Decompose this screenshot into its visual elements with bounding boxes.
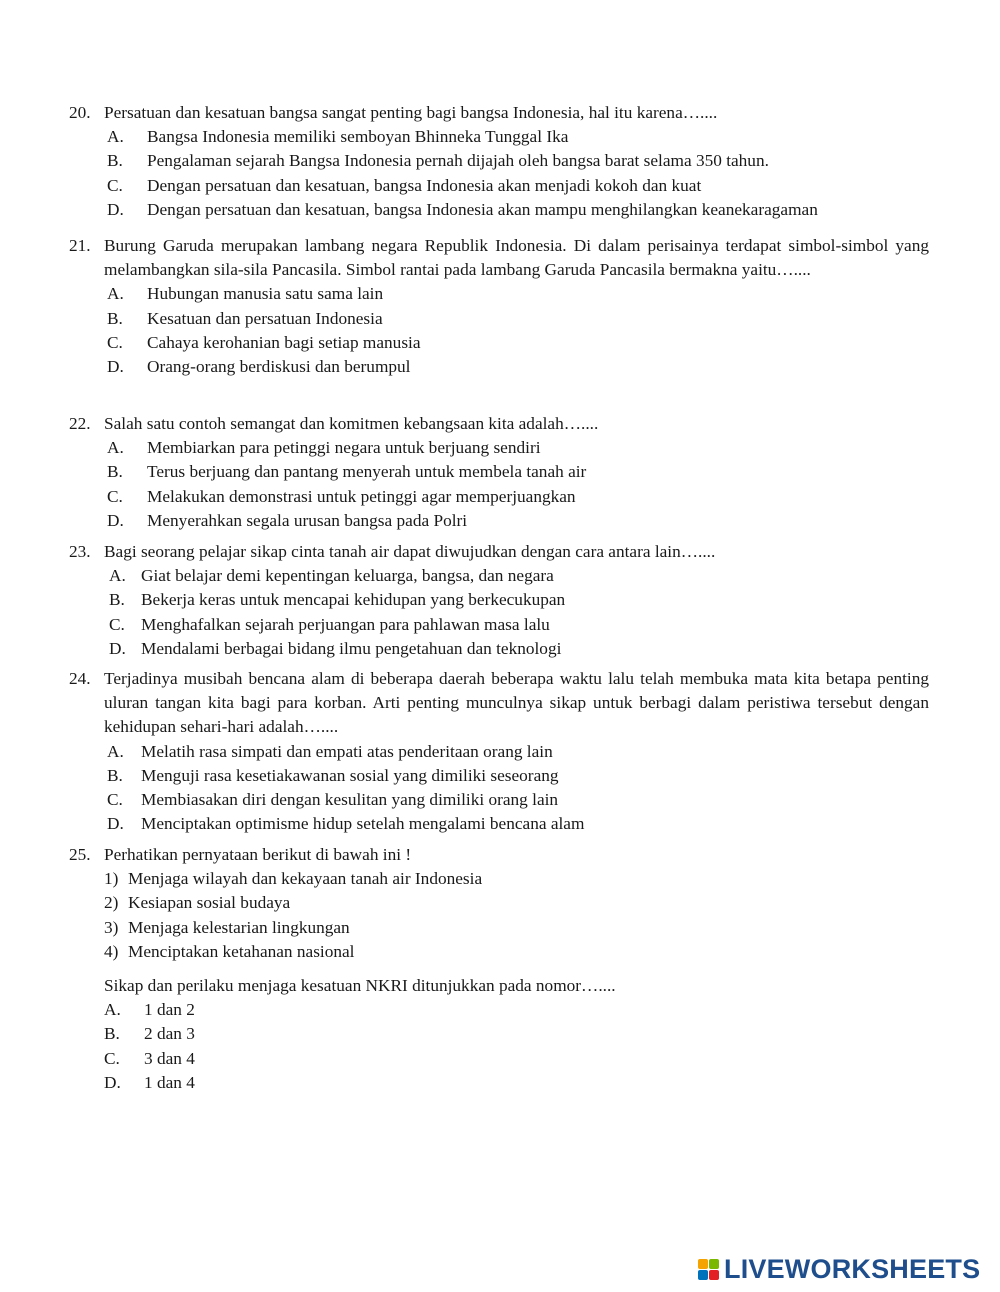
option-letter: A. xyxy=(107,741,124,761)
option-d[interactable] xyxy=(69,637,929,661)
option-a[interactable] xyxy=(69,282,929,306)
option-text: Dengan persatuan dan kesatuan, bangsa Indonesia akan menjadi kokoh dan kuat xyxy=(147,175,702,195)
statement-text: Menjaga kelestarian lingkungan xyxy=(128,917,350,937)
question-number: 22. xyxy=(69,414,91,433)
statement-3 xyxy=(69,916,929,940)
statement-text: Kesiapan sosial budaya xyxy=(128,893,291,913)
option-letter: D. xyxy=(107,814,124,834)
option-letter: A. xyxy=(107,284,124,304)
option-c[interactable] xyxy=(69,485,929,509)
option-letter: C. xyxy=(109,614,125,634)
option-text: Hubungan manusia satu sama lain xyxy=(147,284,384,304)
question-24 xyxy=(69,667,929,836)
option-letter: B. xyxy=(107,308,123,328)
option-letter: A. xyxy=(109,566,126,586)
question-number: 21. xyxy=(69,236,91,255)
question-number: 23. xyxy=(69,542,91,561)
option-letter: C. xyxy=(107,486,123,506)
option-text: Melatih rasa simpati dan empati atas penderitaan orang lain xyxy=(141,741,553,761)
option-text: 1 dan 2 xyxy=(144,1000,195,1020)
option-text: Membiarkan para petinggi negara untuk berjuang sendiri xyxy=(147,438,541,458)
question-number: 20. xyxy=(69,103,91,122)
option-a[interactable] xyxy=(69,564,929,588)
option-letter: C. xyxy=(107,175,123,195)
statement-number: 4) xyxy=(104,941,119,961)
question-text: Salah satu contoh semangat dan komitmen kebangsaan kita adalah….... xyxy=(104,414,599,433)
option-letter: D. xyxy=(107,357,124,377)
logo-square-2 xyxy=(709,1259,719,1269)
option-letter: A. xyxy=(107,127,124,147)
question-text: Burung Garuda merupakan lambang negara Republik Indonesia. Di dalam perisainya terdapat simbol-simbol yang melambangkan sila-sila Pancasila. Simbol rantai pada lambang Garuda Pancasila bermakna yaitu….... xyxy=(104,236,929,280)
option-a[interactable] xyxy=(69,125,929,149)
question-number: 24. xyxy=(69,669,91,688)
question-20 xyxy=(69,101,929,222)
option-b[interactable] xyxy=(69,588,929,612)
option-text: 2 dan 3 xyxy=(144,1024,195,1044)
option-text: Giat belajar demi kepentingan keluarga, bangsa, dan negara xyxy=(141,566,554,586)
option-letter: B. xyxy=(104,1024,120,1044)
option-d[interactable] xyxy=(69,509,929,533)
option-text: Melakukan demonstrasi untuk petinggi agar memperjuangkan xyxy=(147,486,576,506)
option-letter: A. xyxy=(104,1000,121,1020)
option-text: 3 dan 4 xyxy=(144,1048,195,1068)
option-letter: C. xyxy=(104,1048,120,1068)
option-a[interactable] xyxy=(69,740,929,764)
option-text: Menyerahkan segala urusan bangsa pada Polri xyxy=(147,510,468,530)
statement-2 xyxy=(69,891,929,915)
option-c[interactable] xyxy=(69,174,929,198)
option-letter: C. xyxy=(107,332,123,352)
option-text: Bekerja keras untuk mencapai kehidupan yang berkecukupan xyxy=(141,590,566,610)
option-letter: D. xyxy=(107,510,124,530)
statement-1 xyxy=(69,867,929,891)
option-c[interactable] xyxy=(69,1047,929,1071)
option-text: Pengalaman sejarah Bangsa Indonesia pernah dijajah oleh bangsa barat selama 350 tahun. xyxy=(147,151,769,171)
liveworksheets-logo-icon xyxy=(698,1259,720,1281)
statement-number: 1) xyxy=(104,869,119,889)
question-text: Persatuan dan kesatuan bangsa sangat penting bagi bangsa Indonesia, hal itu karena….... xyxy=(104,103,718,122)
option-text: Menguji rasa kesetiakawanan sosial yang dimiliki seseorang xyxy=(141,765,559,785)
statement-4 xyxy=(69,940,929,964)
option-text: Menghafalkan sejarah perjuangan para pahlawan masa lalu xyxy=(141,614,550,634)
option-b[interactable] xyxy=(69,460,929,484)
question-text: Bagi seorang pelajar sikap cinta tanah air dapat diwujudkan dengan cara antara lain….... xyxy=(104,542,716,561)
question-25 xyxy=(69,843,929,1095)
logo-text: LIVEWORKSHEETS xyxy=(724,1254,981,1284)
option-text: Membiasakan diri dengan kesulitan yang dimiliki orang lain xyxy=(141,790,559,810)
logo-square-4 xyxy=(709,1270,719,1280)
statement-number: 3) xyxy=(104,917,119,937)
option-letter: B. xyxy=(109,590,125,610)
option-b[interactable] xyxy=(69,149,929,173)
liveworksheets-logo[interactable] xyxy=(698,1254,980,1285)
option-b[interactable] xyxy=(69,1022,929,1046)
question-prompt: Sikap dan perilaku menjaga kesatuan NKRI ditunjukkan pada nomor….... xyxy=(104,976,616,996)
question-21 xyxy=(69,234,929,379)
option-text: Terus berjuang dan pantang menyerah untuk membela tanah air xyxy=(147,462,587,482)
option-text: 1 dan 4 xyxy=(144,1072,195,1092)
logo-square-3 xyxy=(698,1270,708,1280)
option-c[interactable] xyxy=(69,788,929,812)
option-letter: D. xyxy=(109,638,126,658)
option-letter: C. xyxy=(107,790,123,810)
option-a[interactable] xyxy=(69,998,929,1022)
option-text: Orang-orang berdiskusi dan berumpul xyxy=(147,357,411,377)
option-text: Kesatuan dan persatuan Indonesia xyxy=(147,308,383,328)
option-text: Dengan persatuan dan kesatuan, bangsa Indonesia akan mampu menghilangkan keanekaragaman xyxy=(147,199,818,219)
option-letter: B. xyxy=(107,151,123,171)
option-text: Cahaya kerohanian bagi setiap manusia xyxy=(147,332,421,352)
option-b[interactable] xyxy=(69,307,929,331)
option-text: Bangsa Indonesia memiliki semboyan Bhinneka Tunggal Ika xyxy=(147,127,569,147)
statement-number: 2) xyxy=(104,893,119,913)
option-text: Mendalami berbagai bidang ilmu pengetahuan dan teknologi xyxy=(141,638,562,658)
option-letter: B. xyxy=(107,765,123,785)
option-letter: D. xyxy=(107,199,124,219)
option-letter: D. xyxy=(104,1072,121,1092)
option-d[interactable] xyxy=(69,1071,929,1095)
question-text: Terjadinya musibah bencana alam di beberapa daerah beberapa waktu lalu telah membuka mata kita betapa penting uluran tangan kita bagi para korban. Arti penting munculnya sikap untuk berbagi dalam peristiwa tersebut dengan kehidupan sehari-hari adalah….... xyxy=(104,669,929,737)
option-a[interactable] xyxy=(69,436,929,460)
question-23 xyxy=(69,540,929,661)
statement-text: Menciptakan ketahanan nasional xyxy=(128,941,355,961)
question-number: 25. xyxy=(69,845,91,864)
option-d[interactable] xyxy=(69,355,929,379)
option-d[interactable] xyxy=(69,812,929,836)
option-b[interactable] xyxy=(69,764,929,788)
option-letter: A. xyxy=(107,438,124,458)
option-letter: B. xyxy=(107,462,123,482)
logo-square-1 xyxy=(698,1259,708,1269)
option-d[interactable] xyxy=(69,198,929,222)
option-c[interactable] xyxy=(69,613,929,637)
option-text: Menciptakan optimisme hidup setelah mengalami bencana alam xyxy=(141,814,585,834)
question-22 xyxy=(69,412,929,533)
question-text: Perhatikan pernyataan berikut di bawah ini ! xyxy=(104,845,412,864)
option-c[interactable] xyxy=(69,331,929,355)
statement-text: Menjaga wilayah dan kekayaan tanah air Indonesia xyxy=(128,869,483,889)
